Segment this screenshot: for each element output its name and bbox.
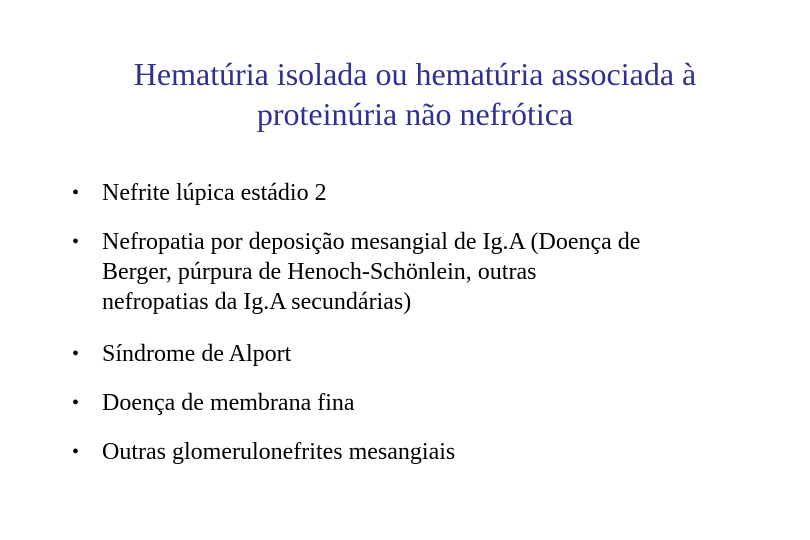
bullet-line: Doença de membrana fina — [102, 390, 355, 416]
bullet-icon: • — [72, 182, 80, 204]
bullet-line: Nefrite lúpica estádio 2 — [102, 180, 327, 206]
bullet-item-lupus — [72, 178, 772, 208]
bullet-line: Berger, púrpura de Henoch-Schönlein, outras — [102, 259, 537, 285]
bullet-text — [102, 227, 772, 317]
slide-title-line-1: Hematúria isolada ou hematúria associada à — [133, 56, 697, 92]
bullet-icon: • — [72, 441, 80, 463]
bullet-item-mesangial — [72, 437, 772, 467]
bullet-text — [102, 339, 772, 369]
bullet-icon: • — [72, 343, 80, 365]
bullet-item-thin-membrane — [72, 388, 772, 418]
bullet-line: nefropatias da Ig.A secundárias) — [102, 289, 412, 315]
bullet-list — [72, 178, 772, 486]
bullet-text — [102, 388, 772, 418]
bullet-line: Outras glomerulonefrites mesangiais — [102, 439, 456, 465]
bullet-line: Síndrome de Alport — [102, 341, 292, 367]
slide-title-line-2: proteinúria não nefrótica — [256, 96, 574, 132]
bullet-icon: • — [72, 392, 80, 414]
bullet-text — [102, 178, 772, 208]
bullet-line: Nefropatia por deposição mesangial de Ig.A (Doença de — [102, 229, 641, 255]
bullet-icon: • — [72, 231, 80, 253]
slide-title — [60, 54, 770, 134]
bullet-item-alport — [72, 339, 772, 369]
bullet-item-iga — [72, 227, 772, 317]
bullet-text — [102, 437, 772, 467]
